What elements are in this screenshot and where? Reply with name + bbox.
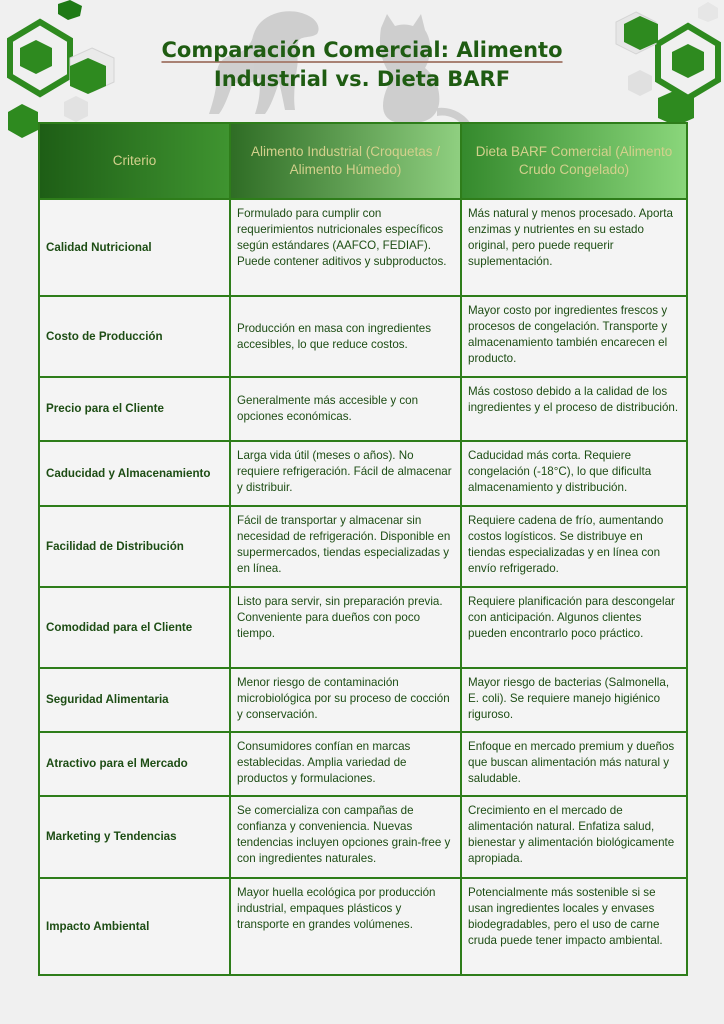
criterion-cell: Marketing y Tendencias bbox=[39, 796, 230, 878]
industrial-cell: Menor riesgo de contaminación microbiológica por su proceso de cocción y conservación. bbox=[230, 668, 461, 732]
table-row bbox=[39, 796, 687, 878]
title-line-2: Industrial vs. Dieta BARF bbox=[213, 67, 511, 91]
barf-cell: Más natural y menos procesado. Aporta enzimas y nutrientes en su estado original, pero puede requerir suplementación. bbox=[461, 199, 687, 296]
page-title bbox=[0, 36, 724, 94]
barf-cell: Crecimiento en el mercado de alimentación natural. Enfatiza salud, bienestar y alimentación biológicamente apropiada. bbox=[461, 796, 687, 878]
industrial-cell: Consumidores confían en marcas establecidas. Amplia variedad de productos y formulaciones. bbox=[230, 732, 461, 796]
industrial-cell: Generalmente más accesible y con opciones económicas. bbox=[230, 377, 461, 441]
industrial-cell: Mayor huella ecológica por producción industrial, empaques plásticos y transporte en grandes volúmenes. bbox=[230, 878, 461, 975]
barf-cell: Caducidad más corta. Requiere congelación (-18°C), lo que dificulta almacenamiento y distribución. bbox=[461, 441, 687, 506]
comparison-table bbox=[38, 122, 688, 976]
industrial-cell: Se comercializa con campañas de confianza y conveniencia. Nuevas tendencias incluyen opciones grain-free y con ingredientes naturales. bbox=[230, 796, 461, 878]
table-row bbox=[39, 506, 687, 587]
table-row bbox=[39, 441, 687, 506]
cube-icon bbox=[698, 2, 718, 22]
barf-cell: Mayor costo por ingredientes frescos y procesos de congelación. Transporte y almacenamiento también encarecen el producto. bbox=[461, 296, 687, 377]
criterion-cell: Atractivo para el Mercado bbox=[39, 732, 230, 796]
industrial-cell: Formulado para cumplir con requerimientos nutricionales específicos según estándares (AAFCO, FEDIAF). Puede contener aditivos y subproductos. bbox=[230, 199, 461, 296]
header-criterio: Criterio bbox=[39, 123, 230, 199]
cube-icon bbox=[64, 96, 88, 122]
cube-icon bbox=[58, 0, 82, 20]
table-row bbox=[39, 199, 687, 296]
header-industrial: Alimento Industrial (Croquetas / Alimento Húmedo) bbox=[230, 123, 461, 199]
barf-cell: Enfoque en mercado premium y dueños que buscan alimentación más natural y saludable. bbox=[461, 732, 687, 796]
barf-cell: Requiere cadena de frío, aumentando costos logísticos. Se distribuye en tiendas especializadas y en línea con envío refrigerado. bbox=[461, 506, 687, 587]
industrial-cell: Larga vida útil (meses o años). No requiere refrigeración. Fácil de almacenar y distribuir. bbox=[230, 441, 461, 506]
table-row bbox=[39, 587, 687, 668]
criterion-cell: Seguridad Alimentaria bbox=[39, 668, 230, 732]
title-line-1: Comparación Comercial: Alimento bbox=[161, 38, 563, 62]
criterion-cell: Costo de Producción bbox=[39, 296, 230, 377]
table-row bbox=[39, 377, 687, 441]
industrial-cell: Producción en masa con ingredientes accesibles, lo que reduce costos. bbox=[230, 296, 461, 377]
header-row bbox=[39, 123, 687, 199]
barf-cell: Potencialmente más sostenible si se usan ingredientes locales y envases biodegradables, pero el uso de carne cruda puede tener impacto ambiental. bbox=[461, 878, 687, 975]
criterion-cell: Precio para el Cliente bbox=[39, 377, 230, 441]
criterion-cell: Caducidad y Almacenamiento bbox=[39, 441, 230, 506]
table-row bbox=[39, 878, 687, 975]
industrial-cell: Fácil de transportar y almacenar sin necesidad de refrigeración. Disponible en supermercados, tiendas especializadas y en línea. bbox=[230, 506, 461, 587]
industrial-cell: Listo para servir, sin preparación previa. Conveniente para dueños con poco tiempo. bbox=[230, 587, 461, 668]
header-barf: Dieta BARF Comercial (Alimento Crudo Congelado) bbox=[461, 123, 687, 199]
barf-cell: Requiere planificación para descongelar con anticipación. Algunos clientes pueden encontrarlo poco práctico. bbox=[461, 587, 687, 668]
barf-cell: Mayor riesgo de bacterias (Salmonella, E. coli). Se requiere manejo higiénico riguroso. bbox=[461, 668, 687, 732]
criterion-cell: Facilidad de Distribución bbox=[39, 506, 230, 587]
barf-cell: Más costoso debido a la calidad de los ingredientes y el proceso de distribución. bbox=[461, 377, 687, 441]
cube-icon bbox=[8, 104, 38, 138]
table-row bbox=[39, 732, 687, 796]
criterion-cell: Calidad Nutricional bbox=[39, 199, 230, 296]
criterion-cell: Impacto Ambiental bbox=[39, 878, 230, 975]
table-row bbox=[39, 668, 687, 732]
criterion-cell: Comodidad para el Cliente bbox=[39, 587, 230, 668]
table-row bbox=[39, 296, 687, 377]
